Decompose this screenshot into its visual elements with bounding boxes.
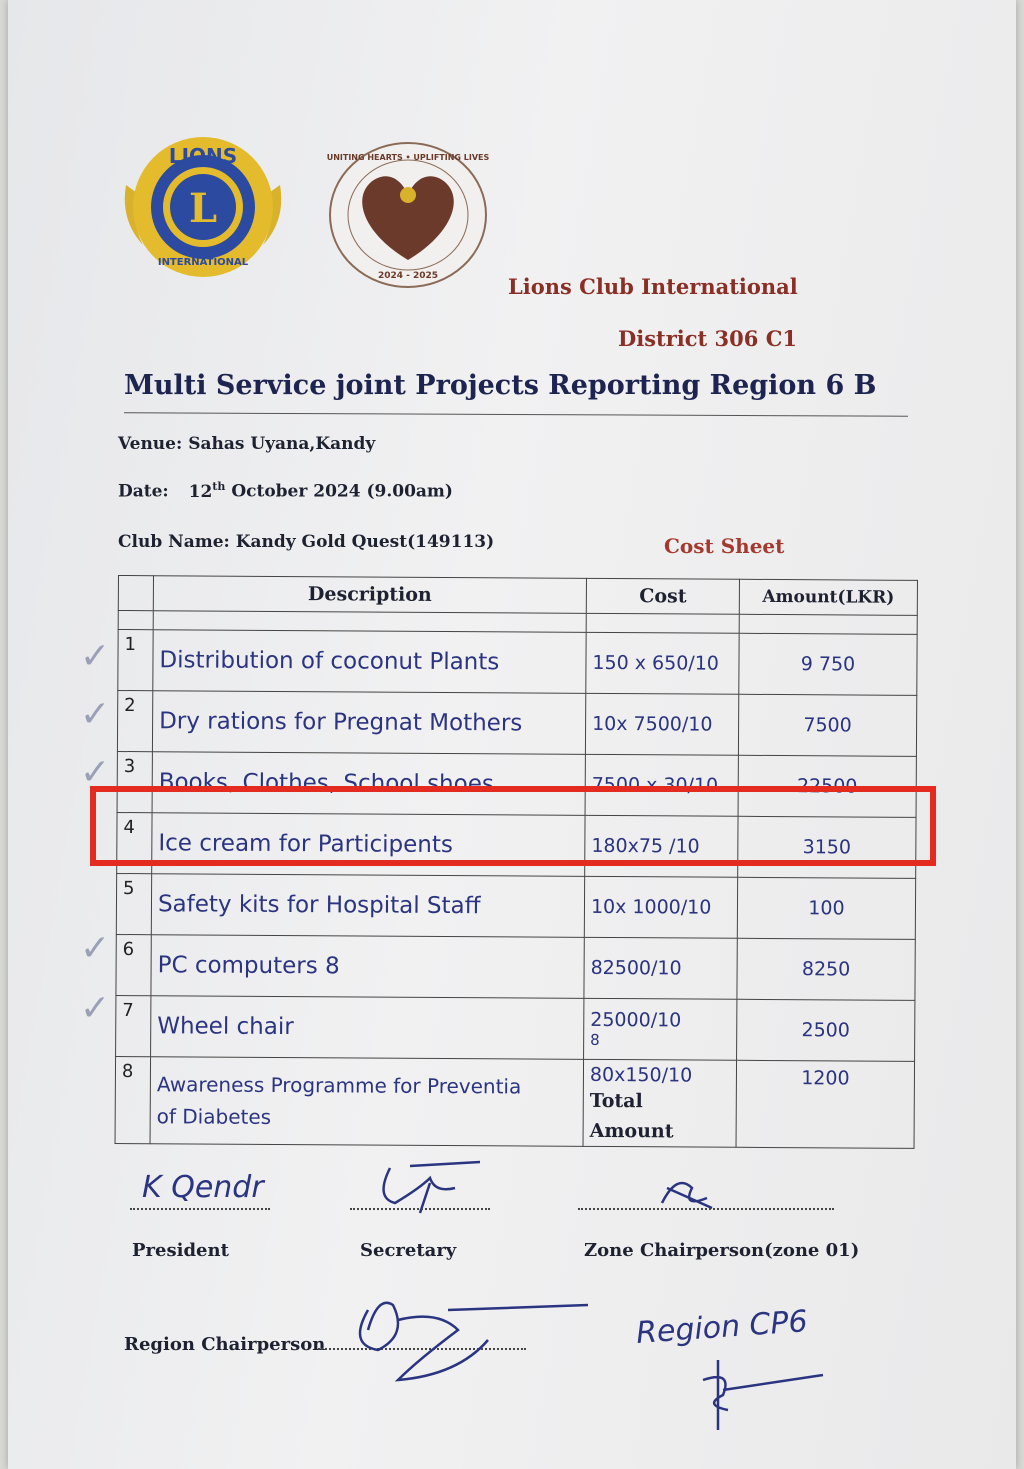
- zone-chairperson-label: Zone Chairperson(zone 01): [584, 1240, 860, 1261]
- row-description-line1: Awareness Programme for Preventia: [156, 1072, 522, 1099]
- row-cost: 10x 1000/10: [584, 876, 737, 938]
- row-description: Ice cream for Participents: [152, 813, 585, 877]
- check-mark: ✓: [80, 928, 111, 969]
- president-signature: K Qendr: [142, 1170, 264, 1205]
- row-cost: [584, 998, 737, 1060]
- region-chairperson-label: Region Chairperson: [124, 1334, 326, 1355]
- region-cp-note: Region CP6: [634, 1304, 809, 1351]
- row-description: Books, Clothes, School shoes: [152, 752, 585, 816]
- date-suffix: th: [212, 480, 226, 493]
- venue-label: Venue:: [118, 434, 183, 454]
- lions-international-logo: [118, 125, 288, 290]
- secretary-signature-line: [350, 1208, 490, 1210]
- row-description: [150, 1057, 584, 1147]
- row-number: 6: [116, 934, 151, 995]
- row-amount: 22500: [738, 755, 916, 817]
- row-amount: 8250: [737, 938, 915, 1000]
- sheet-type: Cost Sheet: [664, 534, 785, 558]
- row-number: 8: [115, 1056, 151, 1143]
- table-header-row: [118, 576, 917, 616]
- zone-chairperson-signature: [652, 1168, 722, 1213]
- lions-logo-text: LIONS: [168, 144, 238, 168]
- row-amount: 2500: [737, 999, 915, 1061]
- org-name: Lions Club International: [508, 274, 798, 299]
- row-number: 2: [117, 691, 152, 752]
- header-cost: Cost: [586, 578, 739, 614]
- highlight-box: [90, 786, 936, 866]
- secretary-label: Secretary: [360, 1240, 457, 1261]
- row-number: 1: [118, 630, 153, 691]
- row-description-line2: of Diabetes: [156, 1104, 272, 1129]
- check-mark: ✓: [80, 988, 111, 1029]
- date-label: Date:: [118, 481, 169, 502]
- president-label: President: [132, 1240, 229, 1261]
- row-description: Dry rations for Pregnat Mothers: [152, 691, 585, 755]
- row-amount: 9 750: [739, 633, 917, 695]
- region-chairperson-signature: [338, 1290, 598, 1390]
- header-amount: Amount(LKR): [739, 579, 917, 615]
- check-mark: ✓: [80, 694, 111, 735]
- president-signature-line: [130, 1208, 270, 1210]
- row-cost: 180x75 /10: [585, 815, 738, 877]
- row-number: 7: [116, 995, 151, 1056]
- zone-chairperson-signature-line: [578, 1208, 834, 1210]
- title-underline: [124, 412, 908, 416]
- row-amount: 100: [737, 877, 915, 939]
- row-cost: 150 x 650/10: [586, 632, 739, 694]
- district-logo-motto: UNITING HEARTS • UPLIFTING LIVES: [326, 153, 490, 162]
- date-rest: October 2024 (9.00am): [231, 481, 453, 502]
- row-description: PC computers 8: [151, 935, 584, 999]
- row-number: 4: [117, 812, 152, 873]
- total-label: Total: [589, 1089, 643, 1113]
- row-cost-value: 25000/10: [590, 1008, 682, 1032]
- table-row: [116, 995, 915, 1061]
- table-row: [115, 1056, 915, 1148]
- club-line: [118, 532, 494, 552]
- row-cost-value: 80x150/10: [589, 1063, 693, 1087]
- check-mark: ✓: [80, 752, 111, 793]
- table-row: [116, 934, 915, 1000]
- document-page: [8, 0, 1016, 1469]
- lions-logo-bottom-text: INTERNATIONAL: [157, 257, 249, 268]
- lions-logo-letter: L: [188, 185, 218, 232]
- document-title: Multi Service joint Projects Reporting Region 6 B: [124, 370, 877, 401]
- district-logo-years: 2024 - 2025: [377, 271, 439, 281]
- club-label: Club Name:: [118, 532, 230, 552]
- row-description: Distribution of coconut Plants: [153, 630, 586, 694]
- club-value: Kandy Gold Quest(149113): [235, 532, 495, 552]
- header-description: Description: [153, 576, 586, 614]
- row-amount: 3150: [738, 816, 916, 878]
- row-cost: 82500/10: [584, 937, 737, 999]
- table-row: [118, 630, 917, 696]
- row-cost: 7500 x 30/10: [585, 754, 738, 816]
- venue-line: [118, 434, 375, 454]
- row-number: 5: [116, 873, 151, 934]
- table-row: [117, 691, 916, 757]
- row-cost-note: 8: [590, 1030, 600, 1049]
- row-amount: 7500: [738, 694, 916, 756]
- venue-value: Sahas Uyana,Kandy: [188, 434, 376, 454]
- row-cost: 10x 7500/10: [585, 693, 738, 755]
- row-number: 3: [117, 751, 152, 812]
- region-cp-signature: [688, 1350, 828, 1440]
- row-description: Safety kits for Hospital Staff: [151, 874, 584, 938]
- table-row: [116, 873, 915, 939]
- district-name: District 306 C1: [618, 326, 798, 351]
- district-logo: [326, 140, 491, 290]
- row-cost: [583, 1059, 737, 1147]
- row-amount: 1200: [736, 1060, 915, 1148]
- date-line: [118, 480, 453, 502]
- date-day: 12: [188, 481, 213, 502]
- check-mark: ✓: [80, 636, 111, 677]
- total-label-2: Amount: [589, 1119, 674, 1143]
- row-description: Wheel chair: [151, 996, 584, 1060]
